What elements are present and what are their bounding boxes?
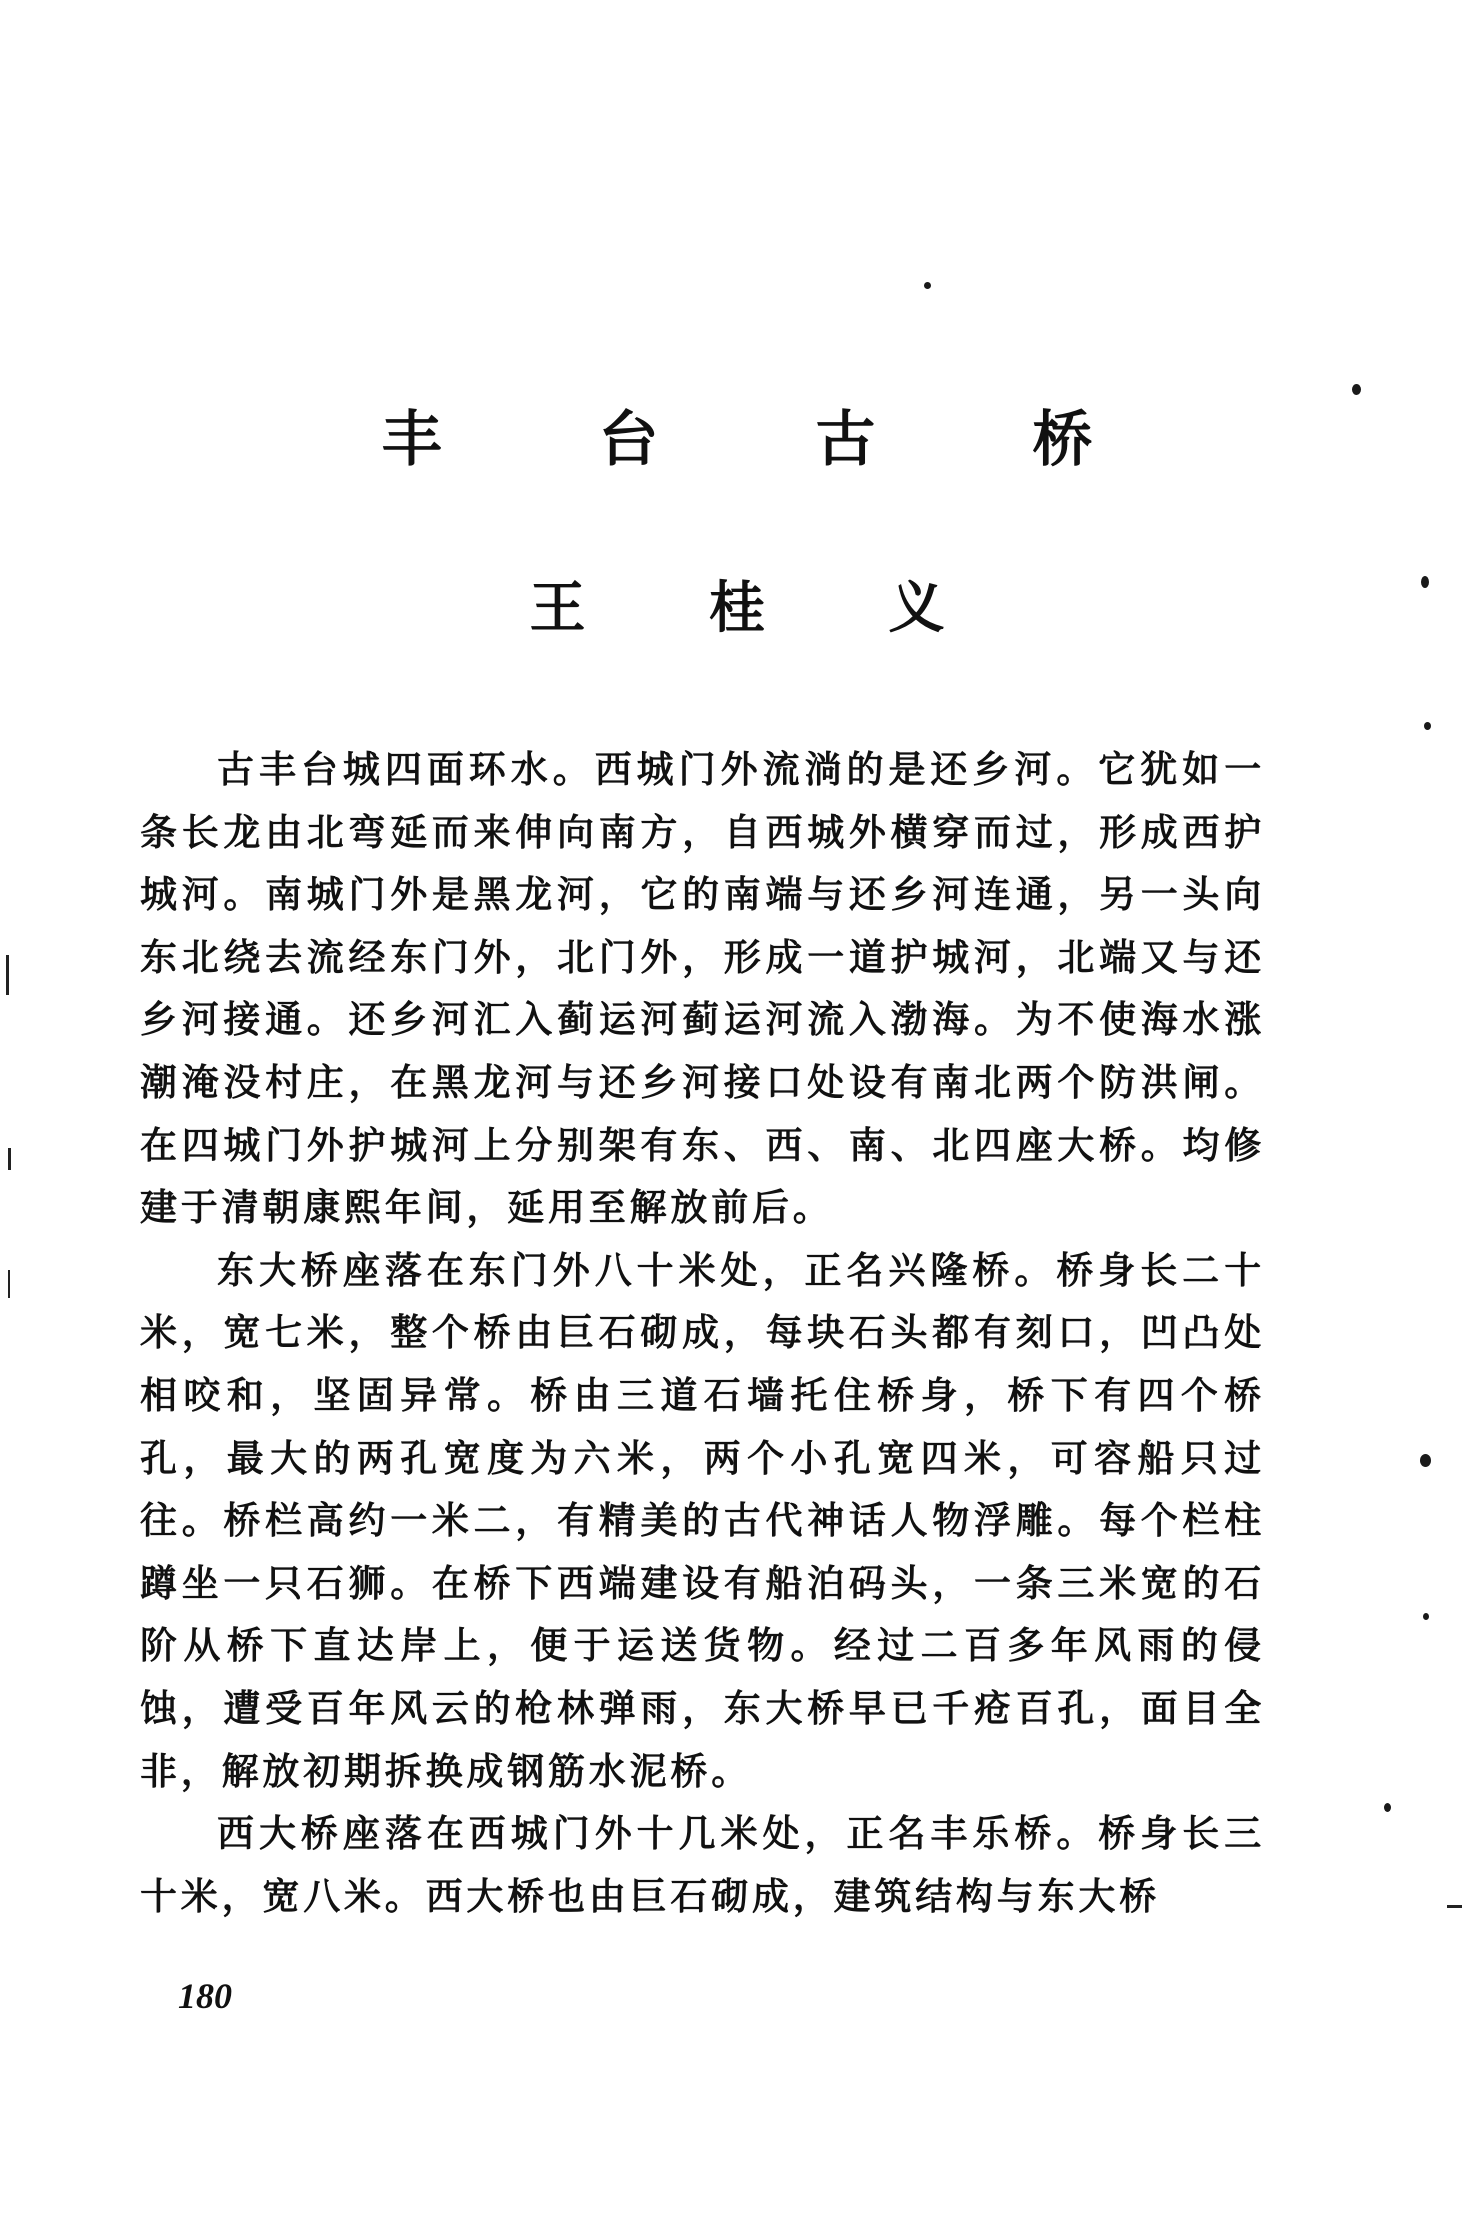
paragraph-west-bridge: 西大桥座落在西城门外十几米处，正名丰乐桥。桥身长三十米，宽八米。西大桥也由巨石砌成，建筑结构与东大桥	[140, 1811, 1265, 1918]
scan-edge-mark	[6, 955, 9, 995]
scan-speck	[1423, 1613, 1429, 1620]
article-body	[140, 738, 1265, 1927]
page-number: 180	[178, 1976, 232, 2016]
scan-speck	[924, 282, 931, 289]
scan-speck	[1352, 384, 1361, 395]
scan-speck	[1384, 1803, 1391, 1812]
article-author: 王 桂 义	[529, 575, 997, 641]
paragraph-east-bridge: 东大桥座落在东门外八十米处，正名兴隆桥。桥身长二十米，宽七米，整个桥由巨石砌成，每块石头都有刻口，凹凸处相咬和，坚固异常。桥由三道石墙托住桥身，桥下有四个桥孔，最大的两孔宽度为六米，两个小孔宽四米，可容船只过往。桥栏高约一米二，有精美的古代神话人物浮雕。每个栏柱蹲坐一只石狮。在桥下西端建设有船泊码头，一条三米宽的石阶从桥下直达岸上，便于运送货物。经过二百多年风雨的侵蚀，遭受百年风云的枪林弹雨，东大桥早已千疮百孔，面目全非，解放初期拆换成钢筋水泥桥。	[140, 1247, 1265, 1793]
scan-speck	[1421, 576, 1429, 588]
scan-speck	[1420, 1454, 1431, 1467]
paragraph-city-waters: 古丰台城四面环水。西城门外流淌的是还乡河。它犹如一条长龙由北弯延而来伸向南方，自西城外横穿而过，形成西护城河。南城门外是黑龙河，它的南端与还乡河连通，另一头向东北绕去流经东门外，北门外，形成一道护城河，北端又与还乡河接通。还乡河汇入蓟运河蓟运河流入渤海。为不使海水涨潮淹没村庄，在黑龙河与还乡河接口处设有南北两个防洪闸。在四城门外护城河上分别架有东、西、南、北四座大桥。均修建于清朝康熙年间，延用至解放前后。	[140, 747, 1265, 1230]
scan-edge-mark	[8, 1148, 11, 1170]
article-title: 丰 台 古 桥	[381, 405, 1161, 475]
scan-edge-mark	[8, 1270, 10, 1298]
scan-speck	[1424, 722, 1431, 730]
scan-edge-mark	[1447, 1905, 1462, 1908]
